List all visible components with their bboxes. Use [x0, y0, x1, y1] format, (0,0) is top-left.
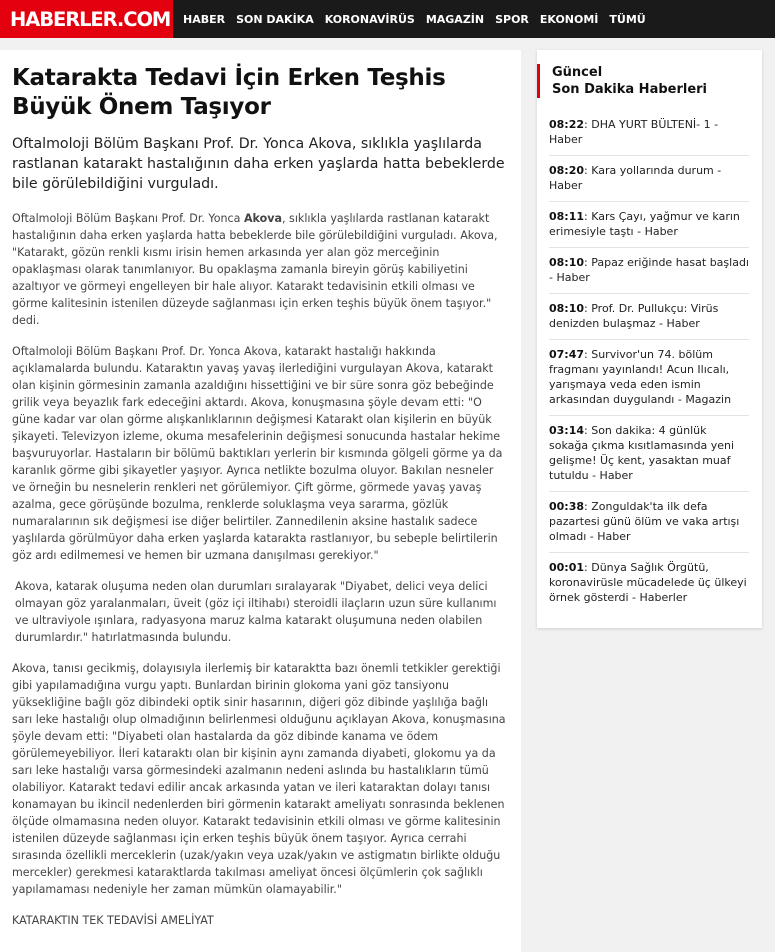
news-item[interactable]	[549, 110, 749, 155]
article-paragraph-1	[12, 210, 509, 329]
article-container	[0, 50, 521, 952]
news-time: 00:38	[549, 500, 585, 513]
sidebar-title-line-2: Son Dakika Haberleri	[552, 82, 708, 97]
article-paragraph-3: Akova, katarak oluşuma neden olan durumları sıralayarak "Diyabet, delici veya delici olmayan göz yaralanmaları, üveit (göz içi iltihabı) steroidli ilaçların uzun süre kullanımı ve ultraviyole ışınlara, radyasyona maruz kalma katarakt oluşumuna neden olabilen durumlardır." hatırlatmasında bulundu.	[15, 580, 497, 644]
news-time: 00:01	[549, 561, 585, 574]
article-subheading: KATARAKTIN TEK TEDAVİSİ AMELİYAT	[12, 914, 214, 927]
news-headline: : Son dakika: 4 günlük sokağa çıkma kısıtlamasında yeni gelişme! Üç kent, yasaktan muaf tutuldu - Haber	[549, 424, 735, 482]
sidebar-title	[537, 64, 749, 98]
main-nav	[173, 0, 657, 38]
news-time: 08:11	[549, 210, 585, 223]
sidebar-title-line-1: Güncel	[552, 65, 603, 80]
latest-news-sidebar	[537, 50, 762, 628]
news-time: 07:47	[549, 348, 585, 361]
news-item[interactable]	[549, 155, 749, 201]
news-item[interactable]	[549, 552, 749, 613]
news-list	[549, 110, 749, 613]
top-navigation-bar	[0, 0, 775, 38]
article-title: Katarakta Tedavi İçin Erken Teşhis Büyük Önem Taşıyor	[12, 65, 446, 120]
news-headline: : Kars Çayı, yağmur ve karın erimesiyle taştı - Haber	[549, 210, 740, 238]
news-headline: : Dünya Sağlık Örgütü, koronavirüsle mücadelede üç ülkeyi örnek gösterdi - Haberler	[549, 561, 747, 604]
news-item[interactable]	[549, 415, 749, 491]
nav-item-koronavirus[interactable]: KORONAVİRÜS	[324, 12, 415, 26]
news-item[interactable]	[549, 201, 749, 247]
page-content	[0, 38, 775, 952]
news-item[interactable]	[549, 293, 749, 339]
article-body	[12, 210, 509, 929]
news-headline: : DHA YURT BÜLTENİ- 1 - Haber	[549, 118, 719, 146]
article-paragraph-4: Akova, tanısı gecikmiş, dolayısıyla ilerlemiş bir kataraktta bazı önemli tetkikler gerektiği gibi yapılamadığına vurgu yaptı. Bunlardan birinin glokoma yani göz tansiyonu yüksekliğine bağlı göz dibindeki optik sinir hasarının, diğeri göz dibinde yaşlılığa bağlı sarı leke hastalığı olup olmadığının belirlenmesi olduğunu açıklayan Akova, konuşmasına şöyle devam etti: "Diyabeti olan hastalarda da göz dibinde kanama ve ödem görülemeyebiliyor. İleri kataraktı olan bir kişinin aynı zamanda diyabeti, glokomu ya da sarı leke hastalığı varsa görmesindeki azalmanın nedeni aslında bu hastalıkların tümü olabiliyor. Katarakt tedavi edilir ancak arkasında yatan ve ileri kataraktan dolayı tanısı konamayan bu ikincil nedenlerden biri görmenin katarakt ameliyatı sonrasında beklenen ölçüde olmamasına neden oluyor. Katarakt tedavisinin etkili olması ve görme kalitesinin istenilen düzeyde sağlanması için erken teşhis büyük önem taşıyor. Ayrıca cerrahi sırasında özellikli merceklerin (uzak/yakın veya uzak/yakın ve astigmatın birlikte olduğu mercekler) gerekmesi kataraktlarda takılması ameliyat öncesi ölçümlerin çok sağlıklı yapılamaması nedeniyle her zaman mümkün olamayabilir."	[12, 662, 506, 896]
nav-item-magazin[interactable]: MAGAZİN	[425, 12, 485, 26]
site-logo[interactable]: HABERLER.COM	[0, 0, 173, 38]
article-paragraph-2: Oftalmoloji Bölüm Başkanı Prof. Dr. Yonca Akova, katarakt hastalığı hakkında açıklamalarda bulundu. Kataraktın yavaş yavaş ilerlediğini vurgulayan Akova, katarakt olan kişinin görmesinin zamanla azaldığını hissettiğini ve bir süre sonra göz bebeğinde grilik veya beyazlık fark edeceğini aktardı. Akova, konuşmasına şöyle devam etti: "O güne kadar var olan görme alışkanlıklarının değişmesi Katarakt olan kişilerin en büyük şikayeti. Televizyon izleme, okuma mesafelerinin değişmesi sonucunda hastalar hekime başvuruyorlar. Hastaların bir bölümü baktıkları yerlerin bir kısmında gölgeli görme ya da karanlık görme gibi şikayetler yaşıyor. Ayrıca netlikte bozulma oluyor. Bakılan nesneler ve örneğin bu nesnelerin renkleri net görülemiyor. Çift görme, görmede yavaş yavaş azalma, gece görüşünde bozulma, renklerde soluklaşma veya sararma, gözlük numaralarının sık değişmesi ise diğer belirtiler. Zannedilenin aksine hastalık sadece yaşlılarda görülmüyor daha erken yaşlarda katarakta rastlanıyor, bu sebeple belirtilerin göz ardı edilmemesi ve hemen bir uzmana danışılması gerekiyor."	[12, 345, 503, 562]
news-headline: : Prof. Dr. Pullukçu: Virüs denizden bulaşmaz - Haber	[549, 302, 719, 330]
article-lead: Oftalmoloji Bölüm Başkanı Prof. Dr. Yonca Akova, sıklıkla yaşlılarda rastlanan katarakt hastalığının daha erken yaşlarda hatta bebeklerde bile görülebildiğini vurguladı.	[12, 136, 505, 192]
nav-item-haber[interactable]: HABER	[183, 12, 226, 26]
paragraph-text: Oftalmoloji Bölüm Başkanı Prof. Dr. Yonca	[12, 212, 244, 225]
nav-item-son-dakika[interactable]: SON DAKİKA	[236, 12, 314, 26]
news-item[interactable]	[549, 339, 749, 415]
bold-name-link[interactable]: Akova	[243, 212, 282, 225]
news-time: 08:20	[549, 164, 585, 177]
news-headline: : Survivor'un 74. bölüm fragmanı yayınlandı! Acun Ilıcalı, yarışmaya veda eden ismin arkasından duygulandı - Magazin	[549, 348, 732, 406]
news-headline: : Zonguldak'ta ilk defa pazartesi günü ölüm ve vaka artışı olmadı - Haber	[549, 500, 740, 543]
nav-item-ekonomi[interactable]: EKONOMİ	[539, 12, 599, 26]
news-time: 03:14	[549, 424, 585, 437]
news-time: 08:22	[549, 118, 585, 131]
nav-item-spor[interactable]: SPOR	[495, 12, 529, 26]
news-item[interactable]	[549, 247, 749, 293]
news-headline: : Papaz eriğinde hasat başladı - Haber	[549, 256, 749, 284]
news-time: 08:10	[549, 256, 585, 269]
news-headline: : Kara yollarında durum - Haber	[549, 164, 722, 192]
paragraph-text: , sıklıkla yaşlılarda rastlanan katarakt hastalığının daha erken yaşlarda hatta bebeklerde bile görülebildiğini vurguladı. Akova, "Katarakt, gözün renkli kısmı irisin hemen arkasında yer alan göz merceğinin opaklaşması olarak tanımlanıyor. Bu opaklaşma zamanla bireyin görüş kabiliyetini azaltıyor ve görmeyi engelleyen bir hale alıyor. Katarakt tedavisinin etkili olması ve görme kalitesinin istenilen düzeyde sağlanması için erken teşhis büyük önem taşıyor." dedi.	[12, 212, 498, 327]
news-time: 08:10	[549, 302, 585, 315]
news-item[interactable]	[549, 491, 749, 552]
nav-item-tumu[interactable]: TÜMÜ	[609, 12, 646, 26]
